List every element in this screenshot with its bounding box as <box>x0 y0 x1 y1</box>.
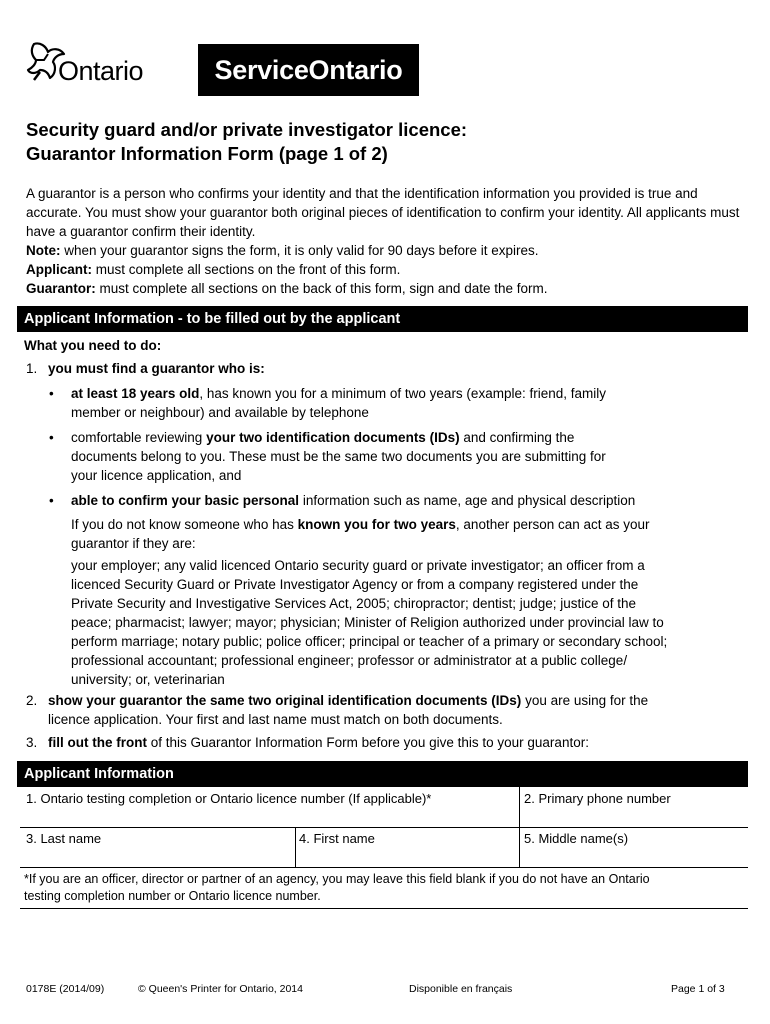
bullet-1-rest: , has known you for a minimum of two years (example: friend, family <box>199 386 606 401</box>
guarantor-text: must complete all sections on the back of this form, sign and date the form. <box>95 281 548 296</box>
bullet-1-bold: at least 18 years old <box>71 386 200 401</box>
alternate-line-1 <box>71 515 741 534</box>
item-3-number: 3. <box>26 735 38 750</box>
first-name-label: 4. First name <box>299 831 375 846</box>
item-2-rest: you are using for the <box>521 693 649 708</box>
form-code: 0178E (2014/09) <box>26 983 105 995</box>
page-number: Page 1 of 3 <box>671 983 725 995</box>
divider <box>20 908 748 909</box>
bullet-1-line-2: member or neighbour) and available by telephone <box>71 405 369 420</box>
bullet-icon: • <box>49 386 54 401</box>
item-1-number: 1. <box>26 361 38 376</box>
footnote-line-1: *If you are an officer, director or partner of an agency, you may leave this field blank if you do not have an Ontario <box>24 872 650 886</box>
list-line: Private Security and Investigative Services Act, 2005; chiropractor; dentist; judge; justice of the <box>71 596 637 611</box>
list-line: university; or, veterinarian <box>71 672 225 687</box>
guarantor-label: Guarantor: <box>26 281 96 296</box>
bullet-icon: • <box>49 430 54 445</box>
title-line-2: Guarantor Information Form (page 1 of 2) <box>26 143 388 164</box>
bullet-2-rest: and confirming the <box>459 430 575 445</box>
bullet-3-rest: information such as name, age and physical description <box>299 493 636 508</box>
what-you-need-heading: What you need to do: <box>24 338 162 353</box>
applicant-information-form <box>20 787 748 909</box>
title-line-1: Security guard and/or private investigator licence: <box>26 119 468 140</box>
applicant-label: Applicant: <box>26 262 92 277</box>
bullet-3-bold: able to confirm your basic personal <box>71 493 300 508</box>
bullet-2-line-3: your licence application, and <box>71 468 242 483</box>
bullet-2-line-2: documents belong to you. These must be the same two documents you are submitting for <box>71 449 606 464</box>
item-3-rest: of this Guarantor Information Form before you give this to your guarantor: <box>146 735 589 750</box>
alternate-guarantor-text <box>71 515 741 553</box>
alternate-bold: known you for two years <box>297 517 456 532</box>
intro-text <box>26 184 751 298</box>
bullet-icon: • <box>49 493 54 508</box>
section-header-applicant-information: Applicant Information <box>17 761 748 787</box>
last-name-label: 3. Last name <box>26 831 102 846</box>
eligible-guarantors-list <box>71 556 751 689</box>
licence-number-label: 1. Ontario testing completion or Ontario licence number (If applicable)* <box>26 791 432 806</box>
bullet-2 <box>71 428 741 485</box>
item-2-line-2: licence application. Your first and last name must match on both documents. <box>48 712 503 727</box>
item-1-text: you must find a guarantor who is: <box>48 361 265 376</box>
list-line: licenced Security Guard or Private Investigator Agency or from a company registered under the <box>71 577 639 592</box>
french-version-link[interactable]: Disponible en français <box>409 983 513 995</box>
alternate-rest: , another person can act as your <box>455 517 650 532</box>
licence-footnote <box>24 871 744 905</box>
bullet-1 <box>71 384 741 422</box>
licence-number-field[interactable] <box>26 790 516 826</box>
item-2-text <box>48 691 748 729</box>
divider <box>519 827 520 867</box>
list-line: professional accountant; professional engineer; professor or administrator at a public college/ <box>71 653 628 668</box>
page-title <box>26 118 467 166</box>
alternate-line-2: guarantor if they are: <box>71 536 196 551</box>
serviceontario-logo: ServiceOntario <box>198 44 419 96</box>
list-line: perform marriage; notary public; police officer; principal or teacher of a primary or secondary school; <box>71 634 668 649</box>
alternate-start: If you do not know someone who has <box>71 517 298 532</box>
note-text: when your guarantor signs the form, it is only valid for 90 days before it expires. <box>60 243 539 258</box>
first-name-field[interactable] <box>299 830 517 866</box>
list-line: peace; pharmacist; lawyer; mayor; physician; Minister of Religion authorized under provincial law to <box>71 615 664 630</box>
item-2-bold: show your guarantor the same two original identification documents (IDs) <box>48 693 522 708</box>
guarantor-line <box>26 279 751 298</box>
divider <box>295 827 296 867</box>
bullet-2-start: comfortable reviewing <box>71 430 207 445</box>
list-line: your employer; any valid licenced Ontario security guard or private investigator; an officer from a <box>71 558 645 573</box>
item-2-line-1 <box>48 691 748 710</box>
bullet-1-line-1 <box>71 384 741 403</box>
divider <box>20 867 748 868</box>
bullet-2-line-1 <box>71 428 741 447</box>
bullet-3 <box>71 491 741 510</box>
bullet-2-bold: your two identification documents (IDs) <box>206 430 460 445</box>
note-label: Note: <box>26 243 61 258</box>
note-line <box>26 241 751 260</box>
item-2-number: 2. <box>26 693 38 708</box>
intro-paragraph: A guarantor is a person who confirms your identity and that the identification information you provided is true and accurate. You must show your guarantor both original pieces of identification to confirm your identity. All applicants must have a guarantor confirm their identity. <box>26 186 740 239</box>
copyright: © Queen's Printer for Ontario, 2014 <box>138 983 303 995</box>
ontario-logo-text: Ontario <box>58 56 144 86</box>
middle-name-label: 5. Middle name(s) <box>524 831 629 846</box>
section-header-applicant-instructions: Applicant Information - to be filled out by the applicant <box>17 306 748 332</box>
last-name-field[interactable] <box>26 830 292 866</box>
applicant-text: must complete all sections on the front of this form. <box>92 262 401 277</box>
divider <box>519 787 520 827</box>
item-3-text <box>48 733 748 752</box>
applicant-line <box>26 260 751 279</box>
primary-phone-label: 2. Primary phone number <box>524 791 671 806</box>
footnote-line-2: testing completion number or Ontario licence number. <box>24 889 321 903</box>
item-3-bold: fill out the front <box>48 735 147 750</box>
primary-phone-field[interactable] <box>524 790 746 826</box>
divider <box>20 827 748 828</box>
middle-name-field[interactable] <box>524 830 746 866</box>
